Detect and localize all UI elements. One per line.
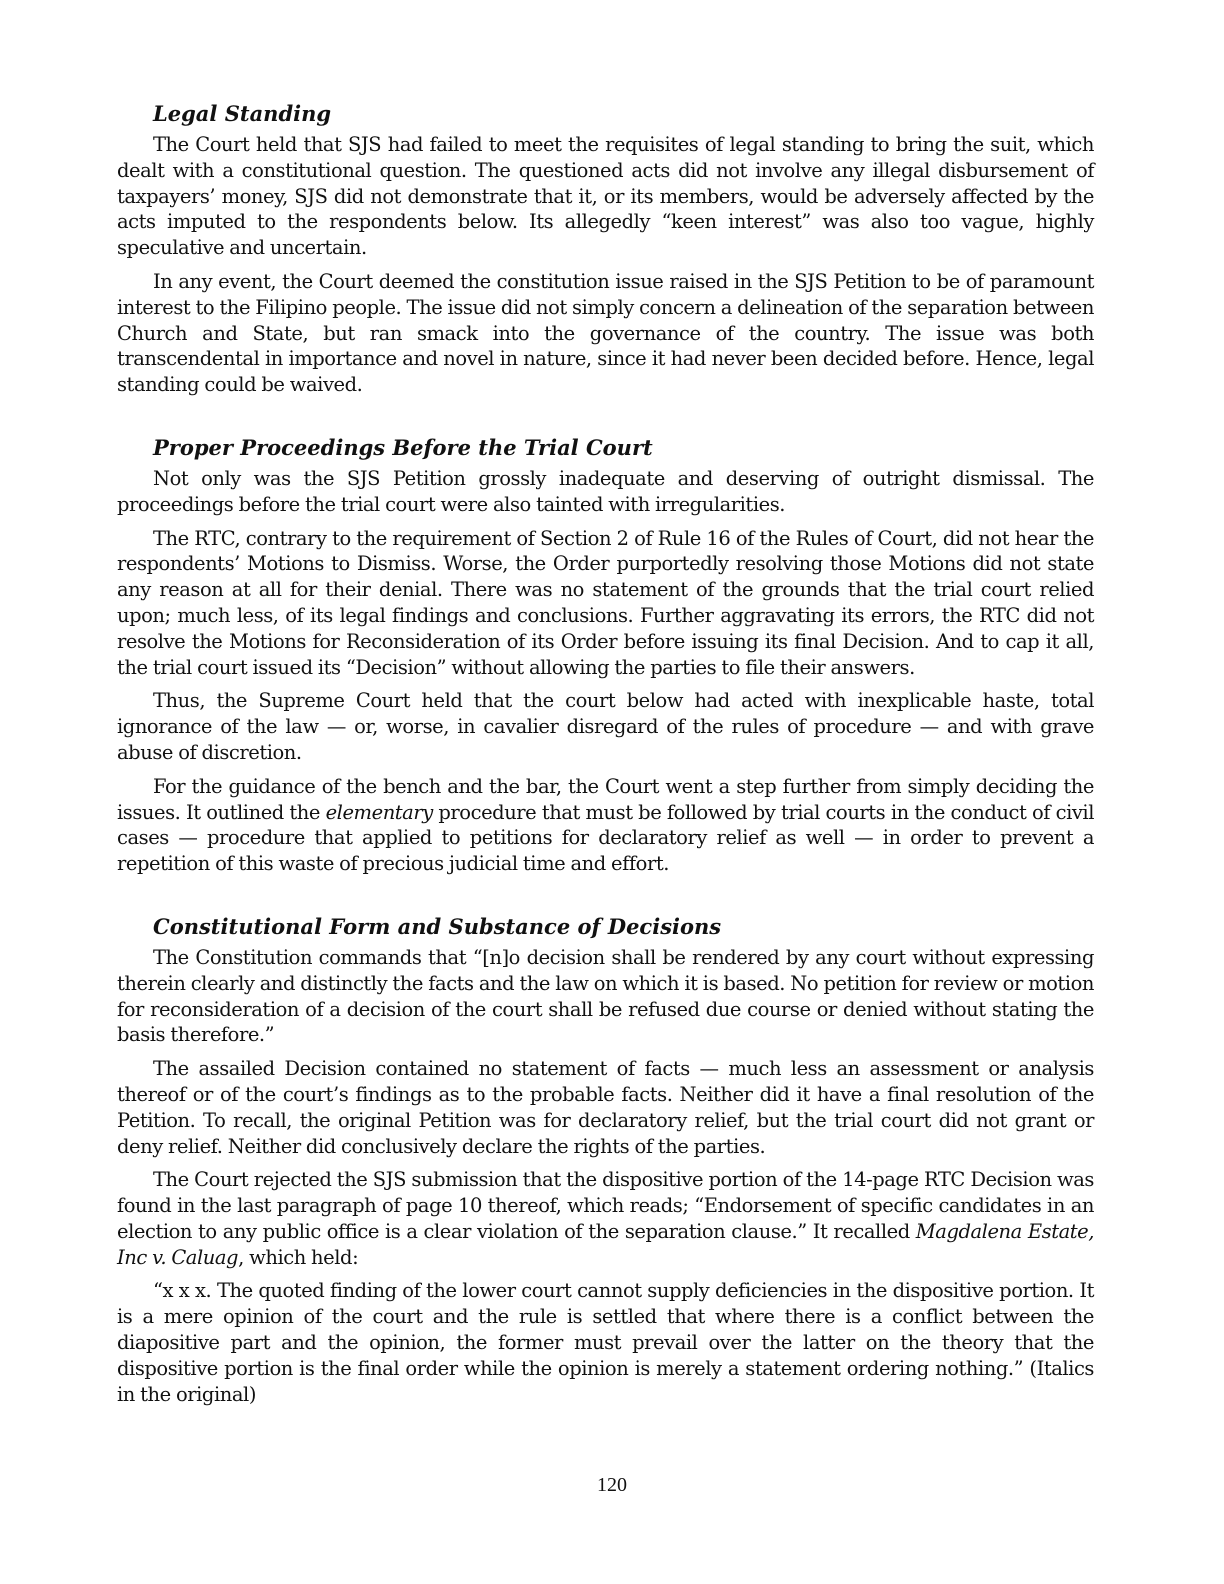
text-run: procedure that must be followed by trial courts in the conduct of civil cases — procedure that applied to petitions for declaratory relief as well — in order to prevent a repetition of this waste of precious judicial time and effort. — [117, 800, 1094, 876]
section-constitutional-form — [117, 913, 1094, 1408]
case-citation: Magdalena Estate, Inc v. Caluag — [117, 1219, 1094, 1269]
page-number: 120 — [597, 1474, 627, 1496]
section-legal-standing — [117, 100, 1094, 398]
paragraph: The Court held that SJS had failed to meet the requisites of legal standing to bring the suit, which dealt with a constitutional question. The questioned acts did not involve any illegal disbursement of taxpayers’ money, SJS did not demonstrate that it, or its members, would be adversely affected by the acts imputed to the respondents below. Its allegedly “keen interest” was also too vague, highly speculative and uncertain. — [117, 133, 1094, 260]
section-proper-proceedings — [117, 434, 1094, 877]
paragraph — [117, 1167, 1094, 1270]
document-page — [117, 100, 1094, 1407]
paragraph: In any event, the Court deemed the constitution issue raised in the SJS Petition to be of paramount interest to the Filipino people. The issue did not simply concern a delineation of the separation between Church and State, but ran smack into the governance of the country. The issue was both transcendental in importance and novel in nature, since it had never been decided before. Hence, legal standing could be waived. — [117, 269, 1094, 397]
text-run: , which held: — [238, 1245, 359, 1269]
section-heading: Constitutional Form and Substance of Decisions — [153, 913, 722, 939]
paragraph — [117, 774, 1094, 877]
paragraph: The Constitution commands that “[n]o decision shall be rendered by any court without expressing therein clearly and distinctly the facts and the law on which it is based. No petition for review or motion for reconsideration of a decision of the court shall be refused due course or denied without stating the basis therefore.” — [117, 945, 1094, 1047]
section-heading: Proper Proceedings Before the Trial Court — [153, 434, 653, 460]
block-quote: “x x x. The quoted finding of the lower court cannot supply deficiencies in the dispositive portion. It is a mere opinion of the court and the rule is settled that where there is a conflict between the diapositive part and the opinion, the former must prevail over the latter on the theory that the dispositive portion is the final order while the opinion is merely a statement ordering nothing.” (Italics in the original) — [117, 1279, 1094, 1406]
paragraph: The assailed Decision contained no statement of facts — much less an assessment or analysis thereof or of the court’s findings as to the probable facts. Neither did it have a final resolution of the Petition. To recall, the original Petition was for declaratory relief, but the trial court did not grant or deny relief. Neither did conclusively declare the rights of the parties. — [117, 1057, 1094, 1158]
text-run: The Court rejected the SJS submission that the dispositive portion of the 14-page RTC Decision was found in the last paragraph of page 10 thereof, which reads; “Endorsement of specific candidates in an election to any public office is a clear violation of the separation clause.” It recalled — [117, 1168, 1094, 1243]
paragraph: The RTC, contrary to the requirement of Section 2 of Rule 16 of the Rules of Court, did not hear the respondents’ Motions to Dismiss. Worse, the Order purportedly resolving those Motions did not state any reason at all for their denial. There was no statement of the grounds that the trial court relied upon; much less, of its legal findings and conclusions. Further aggravating its errors, the RTC did not resolve the Motions for Reconsideration of its Order before issuing its final Decision. And to cap it all, the trial court issued its “Decision” without allowing the parties to file their answers. — [117, 526, 1094, 679]
text-run: For the guidance of the bench and the bar, the Court went a step further from simply deciding the issues. It outlined the — [117, 774, 1094, 824]
section-heading: Legal Standing — [153, 101, 332, 126]
paragraph: Not only was the SJS Petition grossly inadequate and deserving of outright dismissal. The proceedings before the trial court were also tainted with irregularities. — [117, 466, 1094, 516]
emphasis-text: elementary — [325, 800, 433, 824]
paragraph: Thus, the Supreme Court held that the court below had acted with inexplicable haste, total ignorance of the law — or, worse, in cavalier disregard of the rules of procedure — and with grave abuse of discretion. — [117, 689, 1094, 764]
